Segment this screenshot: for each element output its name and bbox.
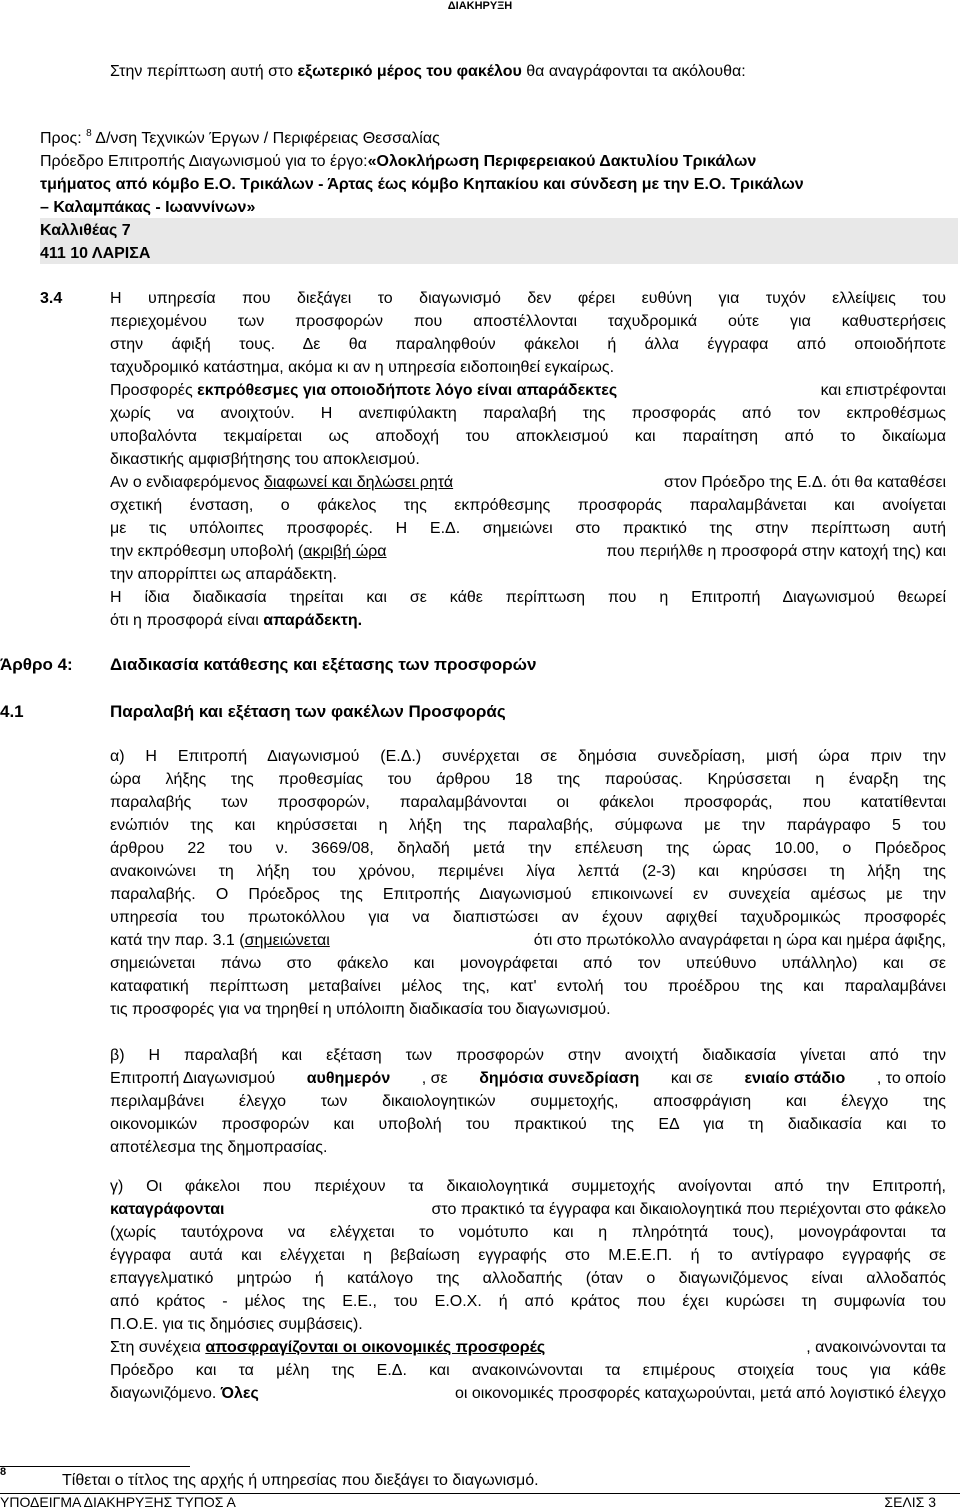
text-run: , ανακοινώνονται τα xyxy=(806,1339,946,1356)
text-run: οι οικονομικές προσφορές καταχωρούνται, μετά από λογιστικό έλεγχο xyxy=(454,1385,946,1402)
address-highlight xyxy=(40,218,958,264)
text-run-bold: εκπρόθεσμες για οποιοδήποτε λόγο είναι απαράδεκτες xyxy=(197,382,618,399)
text-run-bold: δημόσια συνεδρίαση xyxy=(479,1070,640,1087)
address-to-prefix: Προς: xyxy=(40,130,87,147)
para-a-line: καταφατική περίπτωση μεταβαίνει μέλος της, κατ' εντολή του προέδρου της και παραλαμβάνει xyxy=(110,978,946,995)
address-to xyxy=(40,129,440,151)
sec34-line: ταχυδρομικό κατάστημα, ακόμα κι αν η υπηρεσία ειδοποιηθεί εγκαίρως. xyxy=(110,359,615,376)
para-c-l8-text xyxy=(110,1338,545,1358)
sec34-p4-line2 xyxy=(110,611,362,631)
footnote-mark: 8 xyxy=(0,1466,7,1478)
para-a-line: άρθρου 22 του ν. 3669/08, δηλαδή μετά την επέλευση της ώρας 10.00, ο Πρόεδρος xyxy=(110,840,946,857)
sec34-p2-line1 xyxy=(110,381,946,401)
page-header: ΔΙΑΚΗΡΥΞΗ xyxy=(447,0,513,12)
footnote-separator xyxy=(0,1466,190,1467)
sec34-p3-line: σχετική ένσταση, ο φάκελος της εκπρόθεσμης προσφοράς παραλαμβάνεται και ανοίγεται xyxy=(110,497,946,514)
footer-left: ΥΠΟΔΕΙΓΜΑ ΔΙΑΚΗΡΥΞΗΣ ΤΥΠΟΣ Α xyxy=(0,1494,236,1510)
para-a-line: υπηρεσία του πρωτοκόλλου για να διαπιστώσει αν έχουν αφιχθεί ταχυδρομικώς προσφορές xyxy=(110,909,946,926)
para-c-line: έγγραφα αυτά και ελέγχεται η βεβαίωση εγγραφής στο Μ.Ε.Ε.Π. ή το αντίγραφο εγγραφής σε xyxy=(110,1247,946,1264)
sec34-p3-line4 xyxy=(110,542,946,562)
sec34-p2-text xyxy=(110,381,617,401)
para-b-line: αποτέλεσμα της δημοπρασίας. xyxy=(110,1139,328,1156)
address-line4: – Καλαμπάκας - Ιωαννίνων» xyxy=(40,199,256,216)
para-a-line: παραλαβής. Ο Πρόεδρος της Επιτροπής Διαγωνισμού επικοινωνεί εν συνεχεία αμέσως με την xyxy=(110,886,946,903)
text-run: ότι η προσφορά είναι xyxy=(110,612,264,629)
para-a-line: ενώπιόν της και κηρύσσεται η λήξη της παραλαβής, σύμφωνα με την παράγραφο 5 του xyxy=(110,817,946,834)
sec34-line: στην άφιξή τους. Δε θα παραληφθούν φάκελοι ή άλλα έγγραφα από οποιοδήποτε xyxy=(110,336,946,353)
sec34-line: Η υπηρεσία που διεξάγει το διαγωνισμό δεν φέρει ευθύνη για τυχόν ελλείψεις του xyxy=(110,290,946,307)
para-b-line2 xyxy=(110,1069,946,1089)
para-c-line: γ) Οι φάκελοι που περιέχουν τα δικαιολογητικά συμμετοχής ανοίγονται από την Επιτροπή, xyxy=(110,1178,946,1195)
sec34-p3-text xyxy=(110,473,453,493)
para-a-line: παραλαβής των προσφορών, παραλαμβάνονται οι φάκελοι προσφοράς, που κατατίθενται xyxy=(110,794,946,811)
text-run-underlined: ακριβή ώρα xyxy=(303,543,387,560)
para-a-line: α) Η Επιτροπή Διαγωνισμού (Ε.Δ.) συνέρχεται σε δημόσια συνεδρίαση, μισή ώρα πριν την xyxy=(110,748,946,765)
para-b-line: περιλαμβάνει έλεγχο των δικαιολογητικών συμμετοχής, αποσφράγιση και έλεγχο της xyxy=(110,1093,946,1110)
address-line2-bold: «Ολοκλήρωση Περιφερειακού Δακτυλίου Τρικάλων xyxy=(367,153,757,170)
text-run-bold: Όλες xyxy=(220,1385,259,1402)
text-run: την εκπρόθεσμη υποβολή ( xyxy=(110,543,304,560)
article-title: Διαδικασία κατάθεσης και εξέτασης των προσφορών xyxy=(110,655,537,674)
para-c-line2 xyxy=(110,1200,946,1220)
sec34-line: περιεχομένου των προσφορών που αποστέλλονται ταχυδρομικά ούτε για καθυστερήσεις xyxy=(110,313,946,330)
subsection-number: 4.1 xyxy=(0,702,24,721)
address-to-rest: Δ/νση Τεχνικών Έργων / Περιφέρειας Θεσσαλίας xyxy=(91,130,440,147)
sec34-p2-line: χωρίς να ανοιχτούν. Η ανεπιφύλακτη παραλαβή της προσφοράς από τον εκπροθέσμως xyxy=(110,405,946,422)
text-run: ότι στο πρωτόκολλο αναγράφεται η ώρα και ημέρα άφιξης, xyxy=(533,932,946,949)
sec34-p3-line: με τις υπόλοιπες προσφορές. Η Ε.Δ. σημειώνει στο πρακτικό της στην περίπτωση αυτή xyxy=(110,520,946,537)
para-b-line: οικονομικών προσφορών και υποβολή του πρακτικού της ΕΔ για τη διαδικασία και το xyxy=(110,1116,946,1133)
sec34-p3-l4-text xyxy=(110,542,387,562)
text-run: κατά την παρ. 3.1 ( xyxy=(110,932,245,949)
para-a-line: ώρα λήξης της προθεσμίας του άρθρου 18 της παρούσας. Κηρύσσεται η έναρξη της xyxy=(110,771,946,788)
text-run: και σε xyxy=(670,1070,713,1087)
para-a-line: ανακοινώνει τη λήξη του χρόνου, περιμένει λίγα λεπτά (2-3) και κηρύσσει τη λήξη της xyxy=(110,863,946,880)
sec34-p2-line: δικαστικής αμφισβήτησης του αποκλεισμού. xyxy=(110,451,420,468)
para-c-line10 xyxy=(110,1384,946,1404)
text-run: Αν ο ενδιαφερόμενος xyxy=(110,474,264,491)
address-line2 xyxy=(40,152,756,172)
text-run: , σε xyxy=(421,1070,448,1087)
sec34-p4-line: Η ίδια διαδικασία τηρείται και σε κάθε περίπτωση που η Επιτροπή Διαγωνισμού θεωρεί xyxy=(110,589,946,606)
text-run: στον Πρόεδρο της Ε.Δ. ότι θα καταθέσει xyxy=(664,474,946,491)
text-run-bold-underlined: αποσφραγίζονται οι οικονομικές προσφορές xyxy=(205,1339,546,1356)
para-b-line: β) Η παραλαβή και εξέταση των προσφορών στην ανοιχτή διαδικασία γίνεται από την xyxy=(110,1047,946,1064)
article-label: Άρθρο 4: xyxy=(0,655,73,674)
para-c-line: από κράτος - μέλος της Ε.Ε., του Ε.Ο.Χ. ή από κράτος που έχει κυρώσει τη συμφωνία του xyxy=(110,1293,946,1310)
para-c-line: (χωρίς ταυτόχρονα να ελέγχεται το νομότυπο και η πληρότητά τους), μονογράφονται τα xyxy=(110,1224,946,1241)
intro-prefix: Στην περίπτωση αυτή στο xyxy=(110,63,298,80)
text-run-bold: απαράδεκτη. xyxy=(263,612,363,629)
intro-bold: εξωτερικό μέρος του φακέλου xyxy=(297,63,522,80)
footer-page: ΣΕΛΙΣ 3 xyxy=(884,1494,936,1510)
text-run-bold: ενιαίο στάδιο xyxy=(744,1070,846,1087)
sec34-p3-line1 xyxy=(110,473,946,493)
para-c-line: επαγγελματικό μητρώο ή κατάλογο της αλλοδαπής (όταν ο διαγωνιζόμενος είναι αλλοδαπός xyxy=(110,1270,946,1287)
para-c-l10-text xyxy=(110,1384,259,1404)
para-c-line8 xyxy=(110,1338,946,1358)
text-run-bold: αυθημερόν xyxy=(306,1070,391,1087)
text-run: διαγωνιζόμενο. xyxy=(110,1385,221,1402)
sec34-p2-line: υποβαλόντα τεκμαίρεται ως αποδοχή του αποκλεισμού και παραίτηση από το δικαίωμα xyxy=(110,428,946,445)
text-run: , το οποίο xyxy=(876,1070,946,1087)
sec34-p3-line: την απορρίπτει ως απαράδεκτη. xyxy=(110,566,337,583)
text-run: Προσφορές xyxy=(110,382,198,399)
text-run: στο πρακτικό τα έγγραφα και δικαιολογητικά που περιέχονται στο φάκελο xyxy=(431,1201,946,1218)
subsection-title: Παραλαβή και εξέταση των φακέλων Προσφοράς xyxy=(110,702,506,721)
para-c-line: Π.Ο.Ε. για τις δημόσιες συμβάσεις). xyxy=(110,1316,363,1333)
address-line2-plain: Πρόεδρο Επιτροπής Διαγωνισμού για το έργο: xyxy=(40,153,368,170)
text-run-underlined: διαφωνεί και δηλώσει ρητά xyxy=(263,474,454,491)
text-run: και επιστρέφονται xyxy=(820,382,946,399)
section-number: 3.4 xyxy=(40,290,63,307)
para-a-line: τις προσφορές για να τηρηθεί η υπόλοιπη διαδικασία του διαγωνισμού. xyxy=(110,1001,611,1018)
text-run-underlined: σημειώνεται xyxy=(244,932,330,949)
para-c-line: Πρόεδρο και τα μέλη της Ε.Δ. και ανακοινώνονται τα επιμέρους στοιχεία τους για κάθε xyxy=(110,1362,946,1379)
intro-line xyxy=(110,62,746,82)
para-a-l9-text xyxy=(110,931,330,951)
intro-suffix: θα αναγράφονται τα ακόλουθα: xyxy=(521,63,746,80)
text-run: Επιτροπή Διαγωνισμού xyxy=(110,1070,276,1087)
address-line3: τμήματος από κόμβο Ε.Ο. Τρικάλων - Άρτας έως κόμβο Κηπακίου και σύνδεση με την Ε.Ο. Τρικάλων xyxy=(40,176,804,193)
footnote-text: Τίθεται ο τίτλος της αρχής ή υπηρεσίας που διεξάγει το διαγωνισμό. xyxy=(62,1472,539,1489)
text-run: Στη συνέχεια xyxy=(110,1339,206,1356)
text-run: που περιήλθε η προσφορά στην κατοχή της) και xyxy=(606,543,946,560)
text-run-bold: καταγράφονται xyxy=(110,1201,225,1218)
address-street: Καλλιθέας 7 xyxy=(40,222,131,239)
address-city: 411 10 ΛΑΡΙΣΑ xyxy=(40,245,151,262)
para-a-line: σημειώνεται πάνω στο φάκελο και μονογράφεται από τον υπεύθυνο υπάλληλο) και σε xyxy=(110,955,946,972)
footnote-reference: 8 xyxy=(86,128,92,139)
para-a-line9 xyxy=(110,931,946,951)
